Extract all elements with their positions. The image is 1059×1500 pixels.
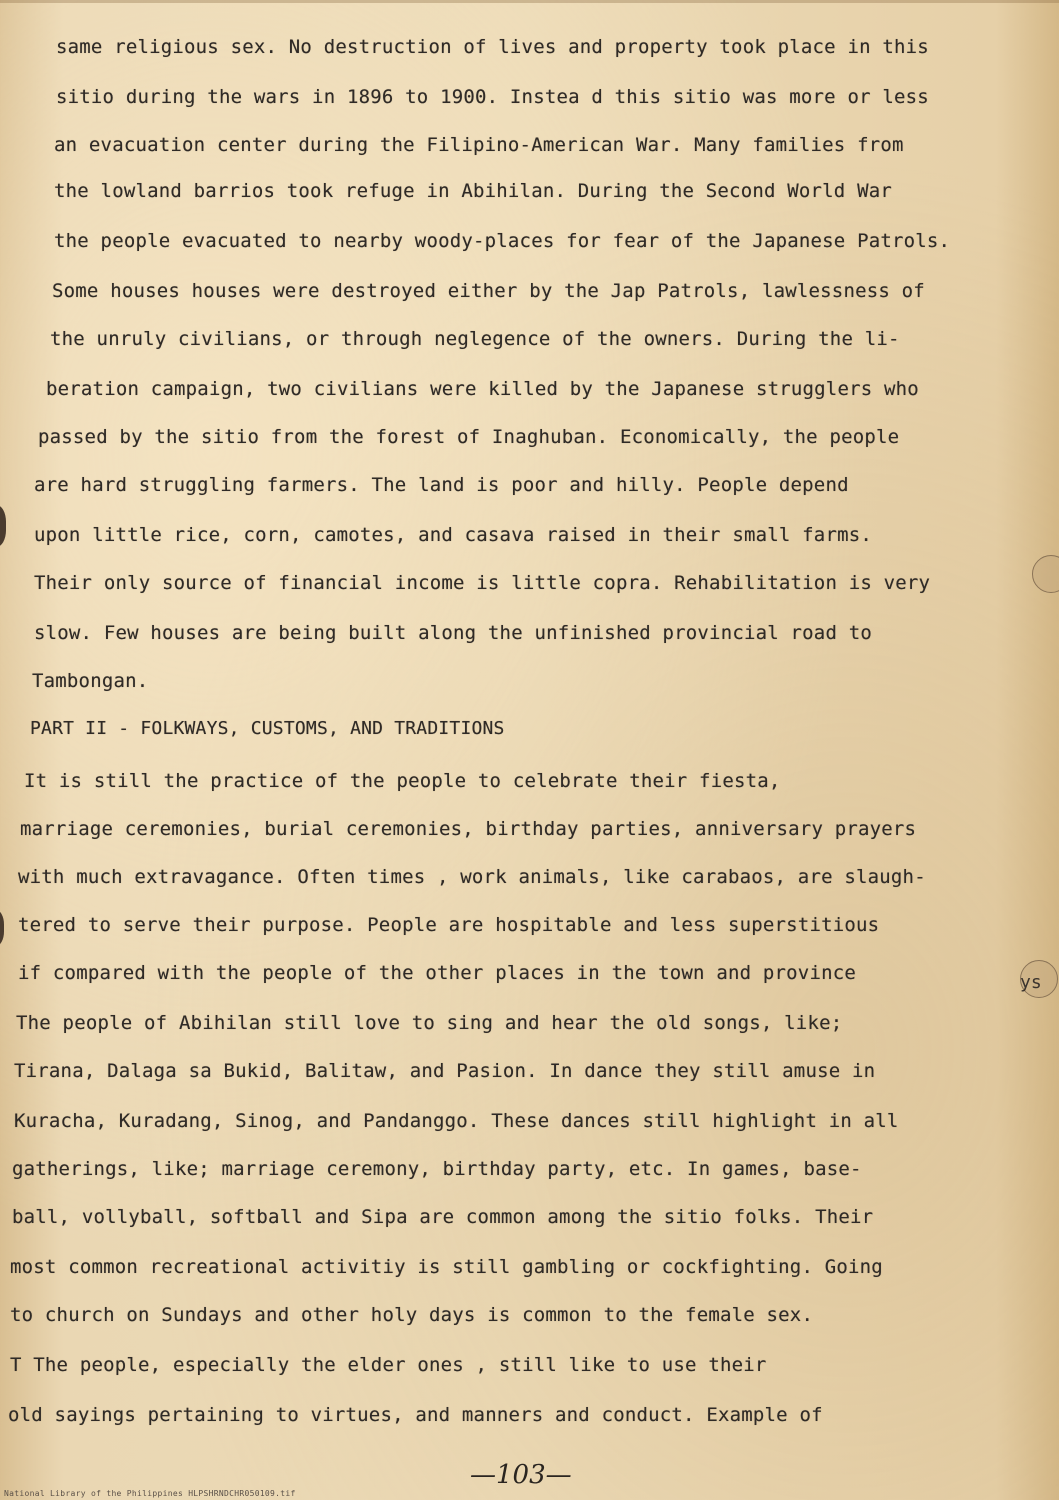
text-line: old sayings pertaining to virtues, and manners and conduct. Example of — [8, 1404, 823, 1426]
text-line: gatherings, like; marriage ceremony, birthday party, etc. In games, base- — [12, 1158, 862, 1180]
text-line: same religious sex. No destruction of lives and property took place in this — [56, 36, 929, 58]
text-line: Their only source of financial income is little copra. Rehabilitation is very — [34, 572, 931, 594]
margin-fragment: ys — [1020, 972, 1042, 993]
text-line: T The people, especially the elder ones , still like to use their — [10, 1354, 767, 1376]
text-line: Kuracha, Kuradang, Sinog, and Pandanggo. These dances still highlight in all — [14, 1110, 899, 1132]
binding-hole — [1032, 555, 1059, 593]
text-line: beration campaign, two civilians were killed by the Japanese strugglers who — [46, 378, 919, 400]
text-line: Tirana, Dalaga sa Bukid, Balitaw, and Pasion. In dance they still amuse in — [14, 1060, 876, 1082]
text-line: the unruly civilians, or through neglegence of the owners. During the li- — [50, 328, 900, 350]
text-line: to church on Sundays and other holy days is common to the female sex. — [10, 1304, 814, 1326]
binding-hole — [0, 505, 6, 547]
text-line: sitio during the wars in 1896 to 1900. Instea d this sitio was more or less — [56, 86, 929, 108]
text-line: ball, vollyball, softball and Sipa are common among the sitio folks. Their — [12, 1206, 874, 1228]
text-line: are hard struggling farmers. The land is poor and hilly. People depend — [34, 474, 849, 496]
text-line: marriage ceremonies, burial ceremonies, birthday parties, anniversary prayers — [20, 818, 917, 840]
text-line: The people of Abihilan still love to sing and hear the old songs, like; — [16, 1012, 843, 1034]
section-heading: PART II - FOLKWAYS, CUSTOMS, AND TRADITIONS — [30, 718, 505, 739]
text-line: an evacuation center during the Filipino-American War. Many families from — [54, 134, 904, 156]
text-line: It is still the practice of the people to celebrate their fiesta, — [24, 770, 781, 792]
text-line: most common recreational activitiy is still gambling or cockfighting. Going — [10, 1256, 883, 1278]
text-line: Tambongan. — [32, 670, 149, 692]
page-edge — [0, 0, 1059, 3]
text-line: upon little rice, corn, camotes, and casava raised in their small farms. — [34, 524, 873, 546]
text-line: tered to serve their purpose. People are hospitable and less superstitious — [18, 914, 880, 936]
page-number: —103— — [470, 1460, 572, 1490]
text-line: the people evacuated to nearby woody-places for fear of the Japanese Patrols. — [54, 230, 951, 252]
archive-footer-stamp: National Library of the Philippines HLPSHRNDCHR050109.tif — [4, 1489, 296, 1498]
binding-hole — [0, 910, 4, 946]
text-line: if compared with the people of the other places in the town and province — [18, 962, 857, 984]
text-line: with much extravagance. Often times , work animals, like carabaos, are slaugh- — [18, 866, 926, 888]
text-line: the lowland barrios took refuge in Abihilan. During the Second World War — [54, 180, 893, 202]
text-line: slow. Few houses are being built along the unfinished provincial road to — [34, 622, 873, 644]
text-line: Some houses houses were destroyed either by the Jap Patrols, lawlessness of — [52, 280, 925, 302]
text-line: passed by the sitio from the forest of Inaghuban. Economically, the people — [38, 426, 900, 448]
